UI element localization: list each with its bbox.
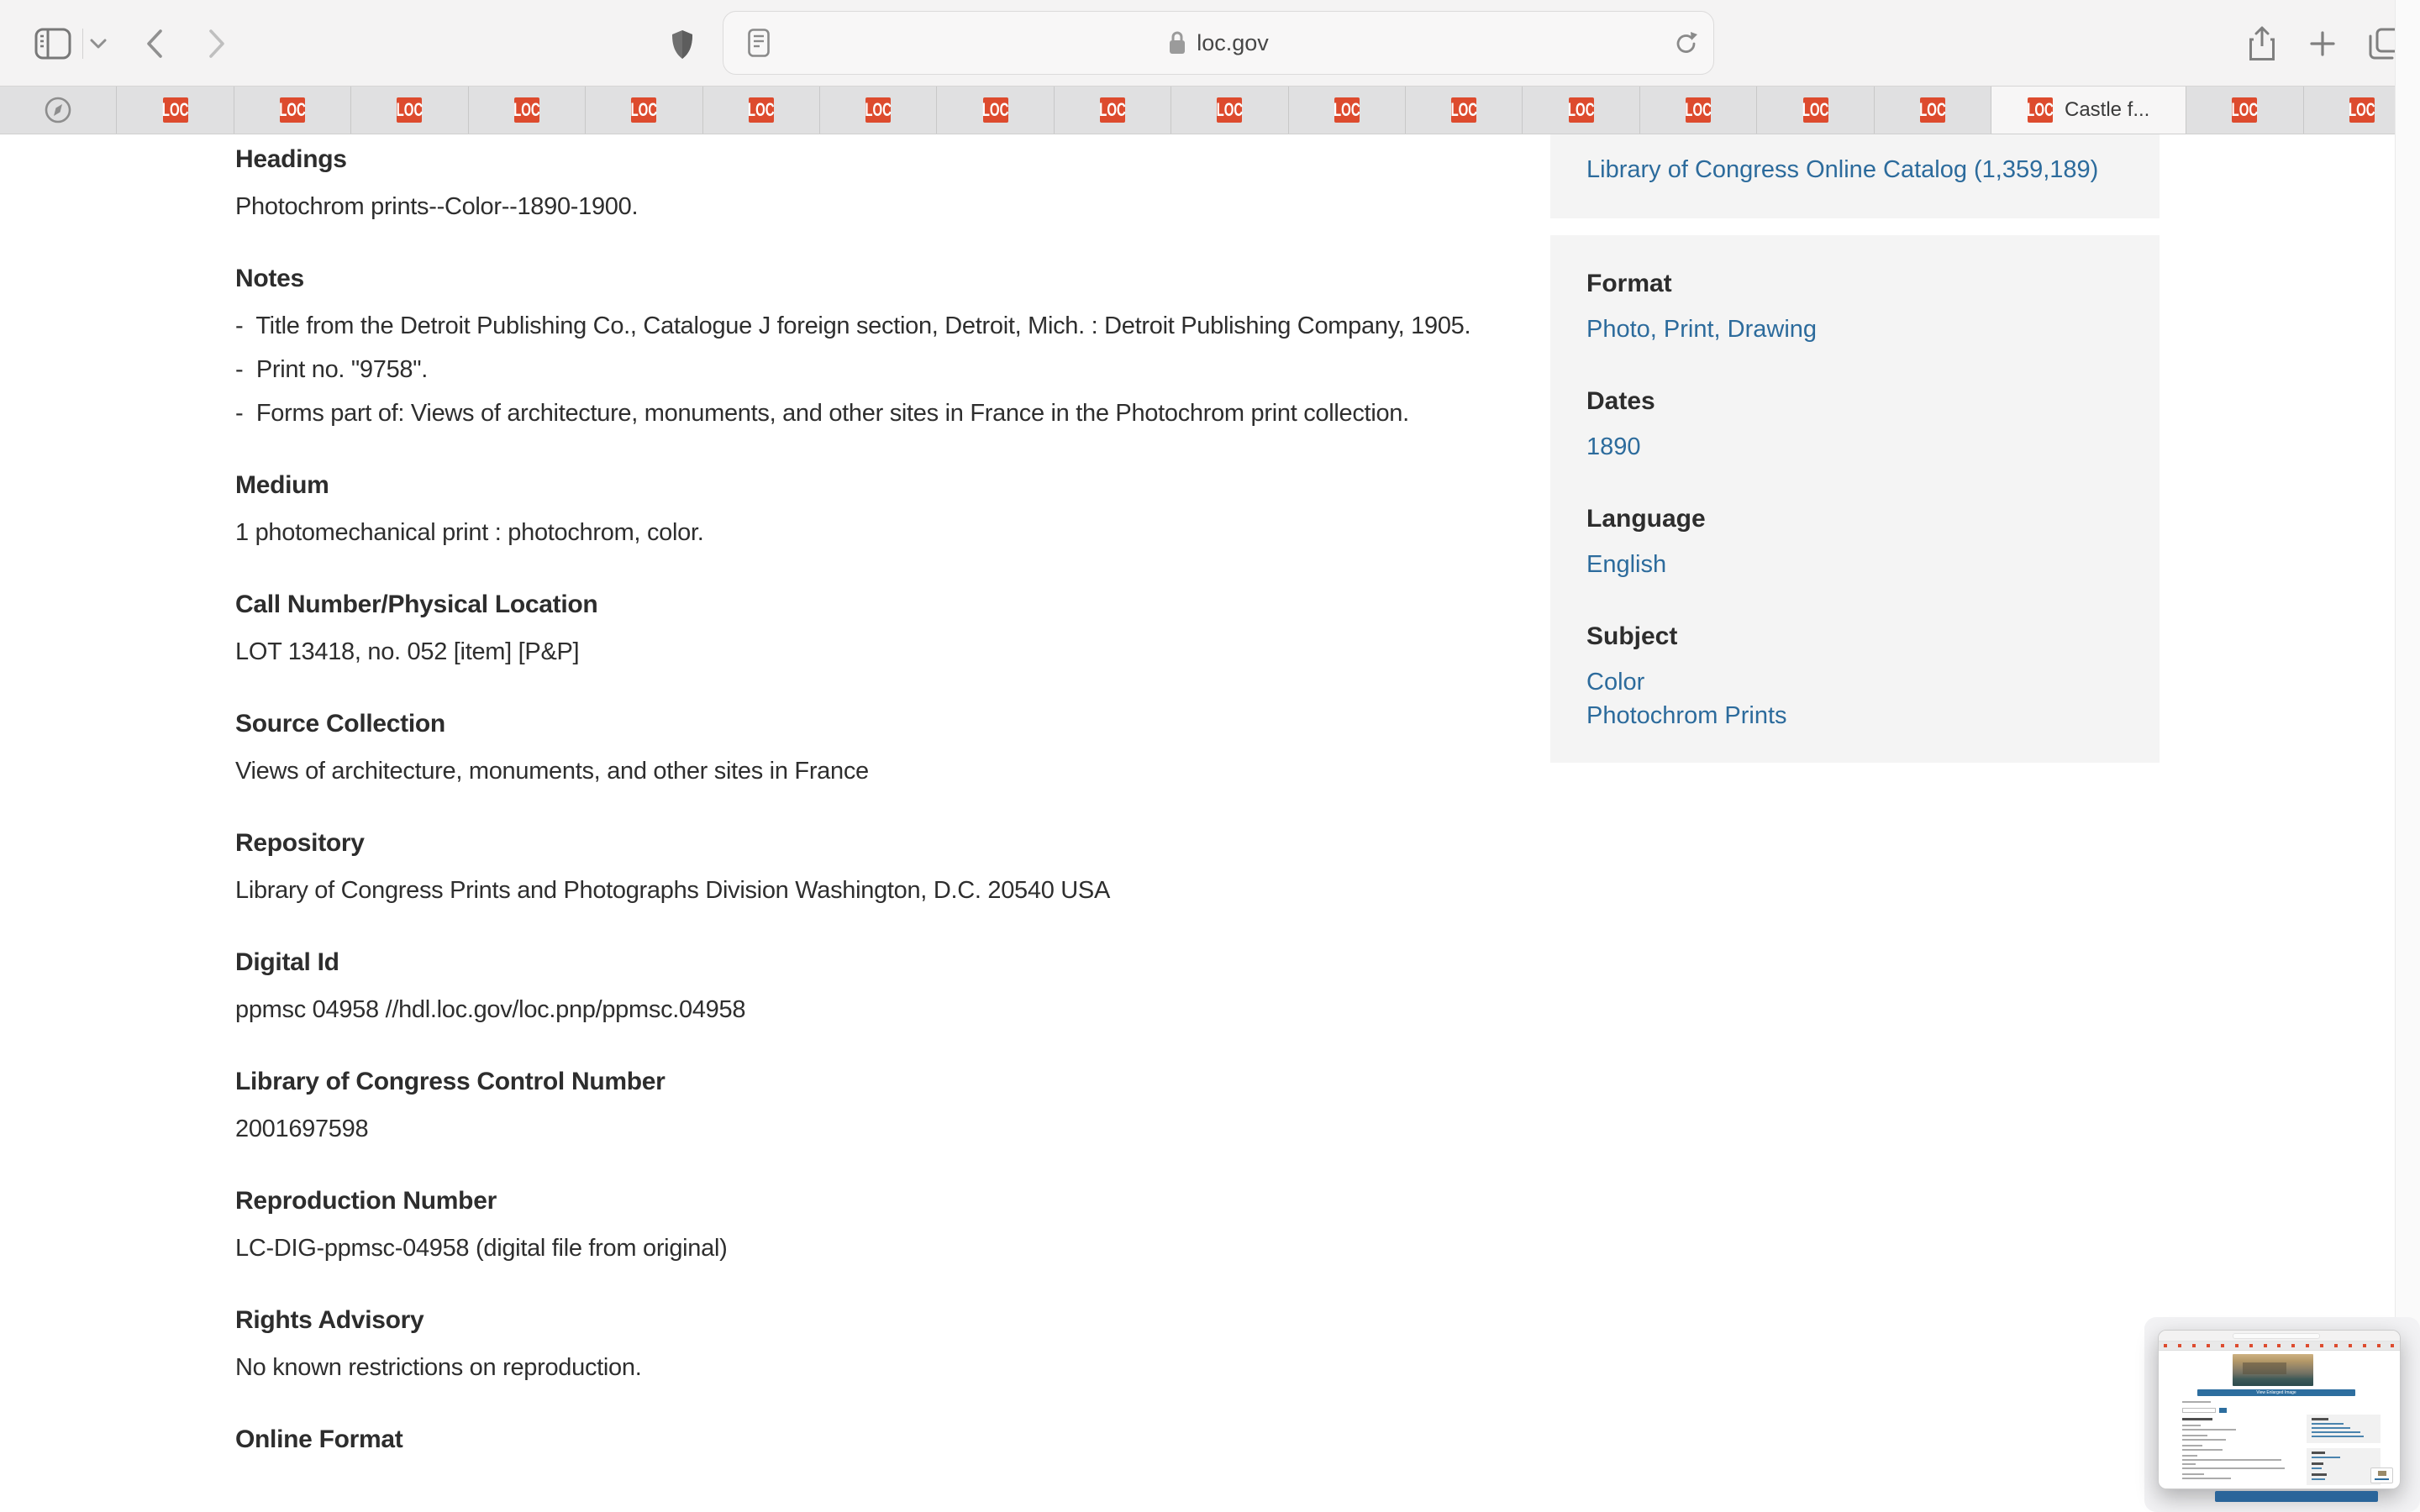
shield-icon	[670, 29, 695, 60]
section-value: - Print no. "9758".	[235, 356, 428, 383]
section-value: Photochrom prints--Color--1890-1900.	[235, 193, 639, 220]
section-heading: Rights Advisory	[235, 1306, 424, 1334]
loc-favicon-icon: LOC	[1451, 97, 1476, 123]
section-value: LOT 13418, no. 052 [item] [P&P]	[235, 638, 580, 665]
facet-label: Language	[1586, 505, 1706, 533]
facet-group	[1586, 386, 2134, 464]
share-icon	[2249, 26, 2275, 61]
tab-active-castle[interactable]	[1991, 87, 2186, 134]
toolbar-divider	[82, 29, 83, 59]
detail-section	[235, 1067, 1529, 1146]
tab-loc-page[interactable]	[1523, 87, 1639, 134]
section-heading: Notes	[235, 265, 304, 292]
section-heading: Library of Congress Control Number	[235, 1068, 666, 1095]
section-heading: Medium	[235, 471, 329, 499]
forward-button[interactable]	[200, 27, 234, 60]
section-heading: Headings	[235, 145, 347, 173]
facet-link[interactable]: Photo, Print, Drawing	[1586, 316, 1818, 343]
active-tab-label: Castle f...	[2064, 98, 2150, 121]
tab-loc-page[interactable]	[1757, 87, 1874, 134]
facet-label: Format	[1586, 270, 1672, 297]
facet-link[interactable]: 1890	[1586, 433, 1641, 460]
section-value: - Forms part of: Views of architecture, monuments, and other sites in France in the Photochrom print collection.	[235, 400, 1409, 427]
back-arrow-icon	[145, 29, 164, 59]
mini-go-button	[2219, 1408, 2227, 1413]
section-value: 1 photomechanical print : photochrom, color.	[235, 519, 704, 546]
sidebar-icon	[34, 28, 71, 60]
tab-start-page[interactable]	[0, 87, 117, 134]
detail-section	[235, 264, 1529, 430]
loc-favicon-icon: LOC	[1100, 97, 1125, 123]
mini-address-bar	[2233, 1333, 2320, 1339]
loc-favicon-icon: LOC	[865, 97, 891, 123]
forward-arrow-icon	[208, 29, 226, 59]
detail-section	[235, 948, 1529, 1026]
tab-loc-page[interactable]	[820, 87, 937, 134]
section-value: Views of architecture, monuments, and other sites in France	[235, 758, 869, 785]
section-value: No known restrictions on reproduction.	[235, 1354, 642, 1381]
loc-favicon-icon: LOC	[2232, 97, 2257, 123]
online-catalog-link[interactable]: Library of Congress Online Catalog (1,359,189)	[1586, 156, 2099, 183]
section-value: ppmsc 04958 //hdl.loc.gov/loc.pnp/ppmsc.04958	[235, 996, 746, 1023]
tab-loc-page[interactable]	[1640, 87, 1757, 134]
sidebar-facets-box	[1550, 235, 2160, 763]
sidebar-partof-box	[1550, 134, 2160, 218]
address-bar-center	[723, 12, 1713, 74]
chevron-down-icon	[90, 39, 107, 49]
scrollbar-track[interactable]	[2395, 0, 2420, 1512]
reload-button[interactable]	[1671, 27, 1702, 60]
facet-label: Dates	[1586, 387, 1655, 415]
loc-favicon-icon: LOC	[2028, 97, 2053, 123]
section-heading: Call Number/Physical Location	[235, 591, 598, 618]
mini-castle-photo	[2233, 1354, 2313, 1386]
section-heading: Reproduction Number	[235, 1187, 497, 1215]
tab-loc-page[interactable]	[703, 87, 820, 134]
reload-icon	[1675, 31, 1698, 56]
screenshot-preview-blue-bar	[2215, 1491, 2378, 1502]
back-button[interactable]	[138, 27, 171, 60]
detail-section	[235, 1425, 1529, 1455]
detail-section	[235, 590, 1529, 669]
facet-label: Subject	[1586, 622, 1678, 650]
tab-loc-page[interactable]	[117, 87, 234, 134]
compass-icon	[44, 96, 72, 124]
mini-download-select	[2182, 1408, 2216, 1413]
facet-group	[1586, 622, 2134, 732]
loc-favicon-icon: LOC	[1334, 97, 1360, 123]
loc-favicon-icon: LOC	[983, 97, 1008, 123]
tab-loc-page[interactable]	[1171, 87, 1288, 134]
loc-favicon-icon: LOC	[1920, 97, 1945, 123]
loc-favicon-icon: LOC	[163, 97, 188, 123]
lock-icon	[1168, 30, 1186, 55]
privacy-shield-button[interactable]	[664, 27, 701, 62]
share-button[interactable]	[2242, 22, 2282, 66]
loc-favicon-icon: LOC	[1217, 97, 1242, 123]
section-heading: Digital Id	[235, 948, 339, 976]
tab-loc-page[interactable]	[1289, 87, 1406, 134]
new-tab-button[interactable]	[2304, 25, 2341, 62]
tab-loc-page[interactable]	[1406, 87, 1523, 134]
tab-loc-page[interactable]	[351, 87, 468, 134]
tab-loc-page[interactable]	[937, 87, 1054, 134]
facet-link[interactable]: Photochrom Prints	[1586, 702, 1787, 729]
detail-section	[235, 1305, 1529, 1384]
detail-section	[235, 470, 1529, 549]
section-value: 2001697598	[235, 1116, 369, 1142]
loc-favicon-icon: LOC	[2349, 97, 2375, 123]
detail-section	[235, 1186, 1529, 1265]
loc-favicon-icon: LOC	[514, 97, 539, 123]
screenshot-preview-thumbnail[interactable]	[2158, 1330, 2401, 1489]
tab-loc-page[interactable]	[2186, 87, 2303, 134]
facet-link[interactable]: Color	[1586, 669, 1645, 696]
loc-favicon-icon: LOC	[1803, 97, 1828, 123]
tab-loc-page[interactable]	[234, 87, 351, 134]
section-heading: Repository	[235, 829, 365, 857]
detail-section	[235, 828, 1529, 907]
detail-section	[235, 709, 1529, 788]
loc-favicon-icon: LOC	[749, 97, 774, 123]
tab-loc-page[interactable]	[586, 87, 702, 134]
mini-tab-bar	[2159, 1341, 2400, 1351]
facet-group	[1586, 269, 2134, 346]
facet-link[interactable]: English	[1586, 551, 1667, 578]
section-value: LC-DIG-ppmsc-04958 (digital file from original)	[235, 1235, 728, 1262]
sidebar-toggle-button[interactable]	[34, 25, 72, 62]
mini-about-heading-line	[2182, 1418, 2212, 1420]
address-bar[interactable]	[723, 11, 1714, 75]
mini-view-enlarged-button: View Enlarged Image	[2197, 1389, 2355, 1396]
url-text: loc.gov	[1197, 29, 1269, 55]
page-content	[0, 134, 2420, 1512]
tab-loc-page[interactable]	[1875, 87, 1991, 134]
tab-loc-page[interactable]	[1055, 87, 1171, 134]
item-detail-sections	[235, 144, 1529, 1495]
detail-section	[235, 144, 1529, 223]
browser-toolbar	[0, 0, 2420, 87]
section-heading: Source Collection	[235, 710, 445, 738]
facet-group	[1586, 504, 2134, 581]
mini-nested-thumbnail	[2370, 1467, 2393, 1483]
mini-toolbar	[2159, 1331, 2400, 1341]
section-value: - Title from the Detroit Publishing Co., Catalogue J foreign section, Detroit, Mich. : Detroit Publishing Company, 1905.	[235, 312, 1471, 339]
loc-favicon-icon: LOC	[631, 97, 656, 123]
loc-favicon-icon: LOC	[397, 97, 422, 123]
loc-favicon-icon: LOC	[1686, 97, 1711, 123]
section-heading: Online Format	[235, 1425, 403, 1453]
plus-icon	[2310, 31, 2335, 56]
loc-favicon-icon: LOC	[1569, 97, 1594, 123]
loc-favicon-icon: LOC	[280, 97, 305, 123]
tab-bar	[0, 87, 2420, 134]
tab-loc-page[interactable]	[469, 87, 586, 134]
sidebar-chevron-button[interactable]	[87, 32, 109, 55]
section-value: Library of Congress Prints and Photographs Division Washington, D.C. 20540 USA	[235, 877, 1111, 904]
mini-caption-line	[2182, 1401, 2211, 1403]
